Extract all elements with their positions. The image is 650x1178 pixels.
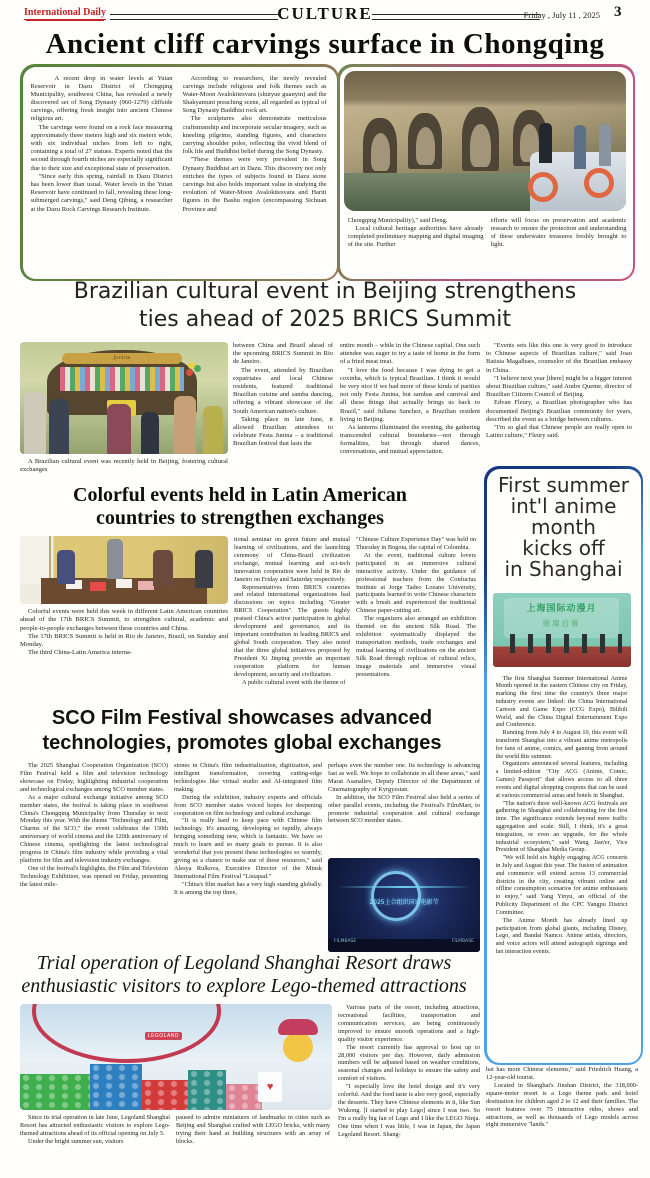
rollercoaster-track-shape [32,1004,221,1063]
paragraph: tional seminar on green future and mutual learning of civilizations, and the launching ceremony of China-Brazil civilization exchange, mutual learning and sci-tech innovation cooperation were held in Rio de Janeiro on Friday and Saturday respectively. [234,536,350,583]
anime-title-line: int'l anime [510,493,617,518]
carving-niche [363,118,397,174]
paragraph: At the event, traditional culture lovers participated in an immersive cultural interactive activity. Under the guidance of professional teachers from the Confucius Institute at Jorge Tadeo Lozano University, participants learned to write Chinese characters with a brush and experienced the traditional Chinese paper-cutting art. [356,551,476,615]
paragraph: The 17th BRICS Summit is held in Rio de Janeiro, Brazil, on Sunday and Monday. [20,632,228,649]
latin-photo-caption [20,608,228,702]
paragraph: Chongqing Municipality)," said Deng. [347,216,448,224]
lego-caption-column-2 [176,1114,330,1174]
paragraph: "Since early this spring, rainfall in Dazu District has been lower than usual. Water levels in the Yutan Reservoir have continued to fall, revealing these long-submerged carvings," said Deng Qibing, a researcher at the Dazu Rock Carvings Research Institute. [30,172,173,213]
sco-headline-line1: SCO Film Festival showcases advanced [51,707,433,729]
paragraph: paused to admire miniatures of landmarks in cities such as Beijing and Shanghai crafted with LEGO bricks, with many trying their hand at building structures with an array of blocks. [176,1114,330,1145]
anime-backdrop-subtext: 璀璨启幕 [542,618,581,628]
life-ring-shape [528,172,558,202]
paragraph: The event, attended by Brazilian expatriates and local Chinese residents, featured traditional Brazilian cuisine and samba dancing, offering a vibrant showcase of the South American nation's culture. [233,366,333,415]
paragraph: "China's film market has a very high standing globally. It is among the top three, [174,880,322,896]
life-ring-shape [584,168,614,198]
anime-sidebar-body [496,675,628,1055]
masthead-date: Friday , July 11 , 2025 [523,10,600,20]
balloons-shape [188,362,195,369]
anime-title-line: in Shanghai [504,556,623,581]
paragraph: "I'm so glad that Chinese people are really open to Latino culture," Fleury said. [486,423,632,440]
paragraph: Local cultural heritage authorities have already completed preliminary mapping and digital imaging of the site. Further [347,224,484,249]
buddha-statue-shape [371,133,390,171]
sco-column-2 [174,762,322,952]
cliff-article-headline: Ancient cliff carvings surface in Chongqing [45,28,605,60]
cliff-column-2 [183,75,327,269]
carving-niche [462,107,499,171]
person-silhouette [141,412,159,454]
cliff-column-4 [491,217,627,271]
buddha-statue-shape [470,124,491,168]
paragraph: A recent drop in water levels at Yutan Reservoir in Dazu District of Chongqing Municipality, southwest China, has revealed a newly discovered set of Song Dynasty (960-1279) cliffside carvings, offering fresh insight into ancient Chinese religious art. [30,74,173,123]
person-silhouette [599,124,611,166]
stage-banner-sign: Junina [62,353,183,364]
brazil-column-c [486,342,632,460]
person-silhouette [153,550,173,586]
paragraph: One of the festival's highlights, the Film and Television Technology Exhibition, was opened on Friday, presenting the latest mile- [20,864,168,888]
paragraph: "Events sets like this one is very good to introduce to Chinese aspects of Brazilian culture," said Joao Batista Magalhaes, counselor of the Brazilian embassy in China. [486,342,632,374]
paragraph: The third China-Latin America interna- [28,649,132,657]
paragraph: Located in Shanghai's Jinshan District, the 318,000-square-meter resort is a Lego theme park and hotel destination for children aged 2 to 12 and their families. The resort features over 75 interactive rides, shows and attractions, as well as thousands of Lego models across eight immersive "lands." [486,1081,638,1129]
paragraph: During the exhibition, industry experts and officials from SCO member states voiced hopes for deepening cooperation on film technology and cultural exchange. [174,793,322,817]
paragraph: Organizers announced several features, including a limited-edition "City ACG (Anime, Comic, Games) Passport" that allows access to all three events and digital shopping coupons that can be used at various commercial areas and hotels in Shanghai. [495,760,628,799]
paragraph: "We will hold six highly engaging ACG concerts in July and August this year. The fusion of animation and commerce will extend across 13 commercial districts in the city, creating vibrant online and offline consumption scenarios for anime enthusiasts to enjoy," said Yang Yinyu, an official of the Publicity Department of the CPC Yangpu District Committee. [495,854,628,916]
paragraph: Running from July 4 to August 10, this event will transform Shanghai into a vibrant anime metropolis for fans of anime, comics, and gaming from around the world this summer. [495,729,628,760]
anime-backdrop-text: 上海国际动漫月 [526,604,597,615]
paragraph: According to researchers, the newly revealed carvings include religious and folk themes such as Water-Moon Avalokitesvara (shuiyue guanyin) and the Shakyamuni preaching scene, all regarded as typical of Song Dynasty Buddhist rock art. [182,74,327,115]
cliff-text-box [20,64,339,281]
anime-stage-photo [493,593,631,667]
filmbase-sign-text: FILMBASE [451,939,474,945]
sco-neon-sign-text: 2025上合组织国家电影节 [369,899,439,907]
brazil-event-photo [20,342,228,454]
brazil-article-headline [0,278,650,334]
paragraph: As a major cultural exchange initiative among SCO member states, the festival is taking place in southwest China's Chongqing Municipality from Thursday to next Monday this year. With the theme "Technology and Film, Charms of the SCO," the event celebrates the 130th anniversary of world cinema and the 120th anniversary of Chinese cinema, spotlighting the latest technological progress in China's film industry while providing a vital platform for film and television industry exchanges. [20,793,168,865]
lego-brick-shape [188,1070,226,1110]
person-silhouette [57,550,75,584]
anime-sidebar-title [487,469,641,580]
paragraph: The resort currently has approval to host up to 28,000 visitors per day. However, daily admission numbers will be adjusted based on weather conditions, seasonal changes and holidays to ensure the safety and comfort of visitors. [338,1043,480,1083]
sco-article-headline [10,706,474,756]
anime-title-line: First summer [497,472,630,497]
brazil-photo-caption [20,458,228,482]
lego-brick-shape [90,1064,142,1110]
person-silhouette [49,399,69,454]
lego-brick-shape [226,1084,262,1110]
paragraph: The sculptures also demonstrate meticulous craftsmanship and incorporate secular imagery, such as kneeling pilgrims, standing figures, and characters carrying shoulder poles, reflecting the vivid blend of folk life and Buddhist belief during the Song Dynasty. [182,115,327,156]
latin-column-b [356,536,476,702]
heart-sign-icon: ♥ [258,1072,282,1102]
person-silhouette [174,396,196,454]
anime-title-line: kicks off [522,535,605,560]
buddha-statue-shape [416,127,435,165]
sco-column-3 [328,762,480,854]
paragraph: The 2025 Shanghai Cooperation Organization (SCO) Film Festival held a film and television technology showcase on Friday, highlighting industrial cooperation and technological exchanges among SCO member states. [20,762,168,793]
masthead-section-title: CULTURE [277,4,373,23]
guests-row-silhouette [501,634,622,653]
window-light-shape [20,536,51,584]
paragraph: The first Shanghai Summer International Anime Month opened in the eastern Chinese city on Friday, marking the first time the country's three major industry events are linked: the China International Cartoon and Game Expo (CCG Expo), Bilibili World, and the China Digital Entertainment Expo and Conference. [495,674,628,729]
paragraph: Colorful events were held this week in different Latin American countries ahead of the 17th BRICS Summit, to strengthen cultural, academic and people-to-people exchanges between these countries and China. [20,608,228,632]
legoland-sign-text: LEGOLAND [145,1032,182,1040]
paragraph: "I especially love the hotel design and it's very colorful. And the food taste is also very good, especially the desserts. They have Chinese elements in it, like Sun Wukong. [I started to play Lego] since I was two. So I'm a really big fan of Lego and I like the LEGO Ninja. One time when I was little, I was in Japan, the Japan Legoland Resort. Shang- [338,1083,480,1138]
person-silhouette [195,550,213,588]
paragraph: "I believe next year [there] might be a bigger interest about Brazilian culture," said Andre Queme, director of Brazilian Citizens Council of Beijing. [486,374,632,399]
lego-column-3 [338,1004,480,1174]
lego-headline-line1: Trial operation of Legoland Shanghai Resort draws [36,952,452,974]
paragraph: entire month – while in the Chinese capital. One such attendee was eager to try a taste of home in the form of a fried meat treat. [340,342,480,366]
paragraph: hai has more Chinese elements," said Friedrich Huang, a 12-year-old tourist. [486,1066,638,1081]
sco-exhibition-photo [328,858,480,952]
sco-headline-line2: technologies, promotes global exchanges [42,732,442,754]
paragraph: As lanterns illuminated the evening, the gathering transcended cultural boundaries—not through formalities, but through shared dances, conversations, and mutual appreciation. [340,423,480,456]
paragraph: The carvings were found on a rock face measuring approximately three meters high and six meters wide, with six individual niches from left to right, containing a total of 27 statues. Experts noted that the second through fourth niches are especially significant due to their size and exceptional state of preservation. [30,123,173,172]
person-silhouette [24,392,46,454]
lego-column-4 [486,1066,638,1174]
cliff-column-1 [31,75,173,269]
paragraph: The organizers also arranged an exhibition themed on the ancient Silk Road. The exhibition systematically displayed the transportation methods, trade exchanges and mutual learning of civilizations on the ancient Silk Road through replicas of cultural relics, image materials and immersive visual presentations. [356,615,476,678]
filmbase-sign-text: FILMBASE [334,939,357,945]
latin-headline-line2: countries to strengthen exchanges [96,507,384,529]
lego-caption-column-1 [20,1114,170,1174]
paragraph: Various parts of the resort, including attractions, recreational facilities, transportation and communication services, are being continuously improved to ensure smooth operations and a high-quality visitor experience. [338,1004,480,1043]
person-silhouette [539,123,552,163]
carving-niche [408,113,442,169]
minifigure-cap-shape [278,1019,318,1035]
glowing-ring-shape [371,871,421,921]
paragraph: Since its trial operation in late June, Legoland Shanghai Resort has attracted enthusiastic visitors to explore Lego-themed attractions ahead of its official opening on July 5. [20,1114,170,1137]
light-beam-shape [337,886,471,888]
paragraph: "Chinese Culture Experience Day" was held on Thursday in Bogota, the capital of Colombia. [356,536,476,551]
caption-text: A Brazilian cultural event was recently held in Beijing, fostering cultural exchanges [20,458,228,474]
paragraph: "These themes were very prevalent in Song Dynasty Buddhist art in Dazu. This discovery not only enriches the types of subjects found in Dazu stone carvings but also holds important value in studying the evolution of Water-Moon Avalokitesvara and Hariti figures in the Bashu region (encompassing Sichuan Province and [182,156,327,213]
brazil-headline-line1: Brazilian cultural event in Beijing strengthens [73,279,577,304]
paragraph: A public cultural event with the theme of [242,678,346,686]
person-silhouette [574,125,586,169]
paragraph: between China and Brazil ahead of the upcoming BRICS Summit in Rio de Janeiro. [233,342,333,366]
lego-headline-line2: enthusiastic visitors to explore Lego-themed attractions [21,975,467,997]
paragraph: Taking place in late June, it allowed Brazilian attendees to celebrate Festa Junina – a traditional Brazilian festival that lasts the [233,415,333,448]
paragraph: Representatives from BRICS countries and related international organizations had discussions on topics including "Greater BRICS Cooperation". The guests highly praised China's active participation in global development and governance, and its important contribution in leading BRICS and global South cooperation. They also noted that the three global initiatives proposed by President Xi Jinping provide an important cooperation platform for human development, security and civilization. [234,583,350,678]
paragraph: "I love the food because I was dying to get a coxinha, which is typical Brazilian. I think it would be very nice if we had more of these kinds of parities not only Festa Junina, but sambas and carnival and all these things that actually brings us back to Brazil," said Juliana Sanchez, a Brazilian resident living in Beijing. [340,366,480,423]
paragraph: "The nation's three well-known ACG festivals are gathering in Shanghai and collaborating for the first time. The significance extends beyond mere traffic aggregation and scale. Still, I think, it's a great integration, or even an upgrade, for the whole industrial ecosystem," said Wang Jian'er, Vice President of Shanghai Media Group. [495,799,628,854]
colorful-streamers-shape [60,367,185,392]
masthead-page-number: 3 [614,4,622,20]
latin-workshop-photo [20,536,228,604]
latin-column-a [234,536,350,702]
paragraph: "It is really hard to keep pace with Chinese film technology. It's amazing, developing so rapidly, always bringing something new, which is fantastic. We have so much to learn and so many goals to pursue. It is also wonderful that you present these technologies so warmly, giving us a chance to make use of these resources," said Alesya Rulkova, Executive Director of the Minsk International Film Festival "Listapad." [174,817,322,880]
legoland-photo [20,1004,332,1110]
brazil-column-a [233,342,333,488]
paragraph: perhaps even the number one. Its technology is advancing fast as well. We hope to collaborate in all these areas," said Marat Asanaliev, Deputy Director of the Department of Cinematography of Kyrgyzstan. [328,762,480,793]
masthead-paper-name: International Daily [24,7,106,18]
paragraph: Under the bright summer sun, visitors [28,1137,124,1145]
brazil-headline-line2: ties ahead of 2025 BRICS Summit [138,307,511,332]
latin-headline-line1: Colorful events held in Latin American [73,484,407,506]
brazil-column-b [340,342,480,480]
paragraph: stones in China's film industrialization, digitization, and intelligent transformation, covering cutting-edge technologies like virtual studio and AI-integrated film making. [174,762,322,793]
cliff-carvings-photo [344,71,626,211]
paragraph: In addition, the SCO Film Festival also held a series of other parallel events, including the Festival's FilmMart, to promote industrial cooperation and cultural exchange between SCO member states. [328,793,480,825]
lego-brick-shape [20,1074,90,1110]
lego-article-headline [10,952,478,998]
paragraph: Edvan Fleury, a Brazilian photographer who has documented Beijing's Brazilian community for years, described the event as a bridge between cultures. [486,399,632,423]
latin-article-headline [10,484,470,530]
paragraph: efforts will focus on preservation and academic research to ensure the protection and understanding of these underwater treasures freshly brought to light. [490,216,627,249]
cliff-photo-box [337,64,635,281]
minifigure-head-shape [283,1032,313,1062]
anime-title-line: month [531,514,596,539]
paragraph: The Anime Month has already lined up participation from global giants, including Disney, Lego, and Bandai Namco. Anime artists, directors, and voice actors will attend autograph signings and fan interaction events. [495,916,628,955]
cliff-column-3 [348,217,484,271]
lego-brick-shape [142,1080,188,1110]
sco-column-1 [20,762,168,952]
person-silhouette [107,404,131,454]
rock-overhang-shape [344,71,626,107]
person-silhouette [107,539,123,579]
anime-sidebar-box [484,466,643,1065]
person-silhouette [203,406,223,454]
